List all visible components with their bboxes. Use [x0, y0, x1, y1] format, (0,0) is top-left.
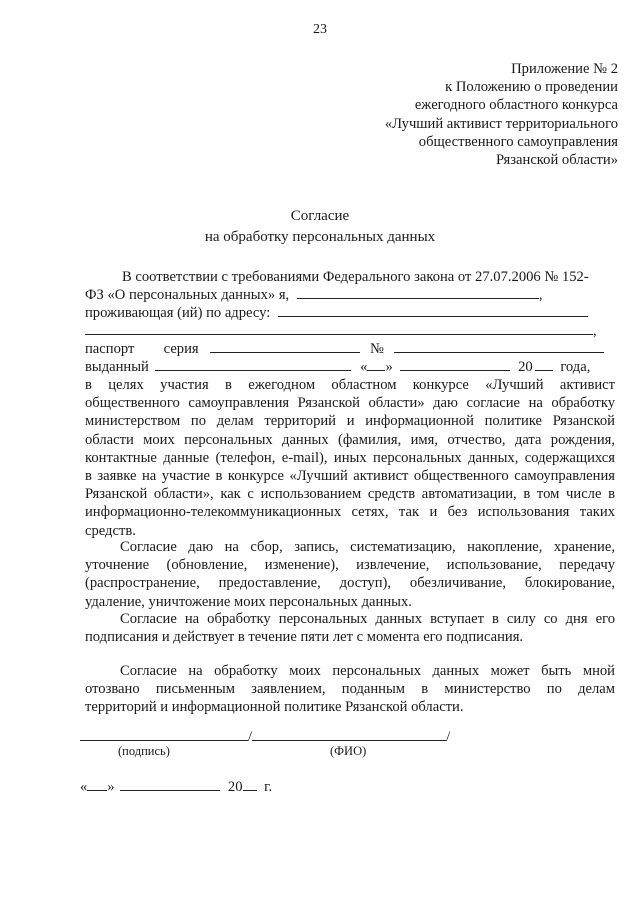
- intro-line-2: [85, 286, 543, 304]
- date-day-field[interactable]: [87, 778, 107, 791]
- paragraph-line: в целях участия в ежегодном областном конкурсе «Лучший активист: [85, 377, 615, 393]
- signature-caption: (подпись): [118, 744, 170, 758]
- appendix-header: [385, 60, 618, 169]
- fio-field[interactable]: [252, 728, 446, 741]
- paragraph-line: средств.: [85, 522, 136, 539]
- date-month-field[interactable]: [120, 778, 220, 791]
- consent-paragraph: [85, 376, 615, 540]
- year-prefix: 20: [227, 779, 243, 795]
- passport-series-field[interactable]: [210, 340, 360, 353]
- slash: /: [446, 729, 451, 745]
- paragraph-line: Согласие на обработку моих персональных данных может быть мной: [120, 663, 615, 679]
- issue-month-field[interactable]: [400, 358, 510, 371]
- paragraph-line: отозвано письменным заявлением, поданным в министерство по делам: [85, 681, 615, 698]
- full-name-field[interactable]: [297, 286, 539, 299]
- page-number: 23: [313, 22, 327, 37]
- appendix-line: ежегодного областного конкурса: [414, 97, 618, 114]
- issued-by-field[interactable]: [155, 358, 351, 371]
- year-suffix: года,: [560, 359, 591, 375]
- paragraph-line: территорий и информационной политике Рязанской области.: [85, 699, 464, 716]
- passport-label: паспорт: [85, 341, 135, 357]
- paragraph-line: области моих персональных данных (фамилия, имя, отчество, дата рождения,: [85, 431, 615, 448]
- document-subtitle: на обработку персональных данных: [204, 229, 436, 245]
- appendix-line: к Положению о проведении: [445, 79, 618, 96]
- paragraph-line: подписания и действует в течение пяти лет с момента его подписания.: [85, 629, 524, 646]
- paragraph-line: министерством по делам территорий и информационной политике Рязанской: [85, 413, 615, 430]
- issued-label: выданный: [85, 359, 149, 375]
- slash: /: [248, 729, 253, 745]
- address-field[interactable]: [278, 304, 588, 317]
- issue-year-field[interactable]: [535, 358, 553, 371]
- paragraph-line: в заявке на участие в конкурсе «Лучший активист общественного самоуправления: [85, 468, 615, 485]
- quote-close: »: [107, 779, 115, 795]
- revoke-paragraph: [85, 662, 615, 717]
- validity-paragraph: [85, 610, 615, 646]
- quote-open: «: [80, 779, 88, 795]
- comma: ,: [593, 323, 597, 339]
- date-line: [80, 778, 272, 796]
- quote-open: «: [360, 359, 368, 375]
- paragraph-line: общественного самоуправления Рязанской области» даю согласие на обработку: [85, 395, 615, 412]
- date-year-field[interactable]: [243, 778, 257, 791]
- appendix-line: общественного самоуправления: [418, 133, 618, 150]
- appendix-line: «Лучший активист территориального: [384, 115, 618, 132]
- paragraph-line: информационно-телекоммуникационных сетях, так и без использования таких: [85, 504, 615, 521]
- paragraph-line: Рязанской области», как с использованием средств автоматизации, в том числе в: [85, 486, 615, 503]
- paragraph-line: уточнение (обновление, изменение), извлечение, использование, передачу: [85, 557, 615, 574]
- address-continuation-field[interactable]: [85, 322, 593, 335]
- paragraph-line: контактные данные (телефон, e-mail), иных персональных данных, содержащихся: [85, 449, 615, 466]
- passport-number-field[interactable]: [394, 340, 604, 353]
- law-reference-text: ФЗ «О персональных данных» я,: [85, 287, 290, 303]
- number-sign: №: [369, 341, 384, 357]
- intro-line-4: [85, 322, 597, 340]
- paragraph-line: удаление, уничтожение моих персональных данных.: [85, 593, 412, 610]
- year-prefix: 20: [518, 359, 533, 375]
- document-title: Согласие: [290, 208, 350, 224]
- intro-line-3: [85, 304, 588, 322]
- signature-field[interactable]: [80, 728, 248, 741]
- appendix-line: Приложение № 2: [511, 61, 618, 77]
- series-label: серия: [163, 341, 199, 357]
- paragraph-line: Согласие даю на сбор, запись, систематизацию, накопление, хранение,: [120, 539, 615, 555]
- intro-line-1: В соответствии с требованиями Федерального закона от 27.07.2006 № 152-: [122, 269, 589, 285]
- paragraph-line: (распространение, предоставление, доступ), обезличивание, блокирование,: [85, 575, 615, 592]
- address-label: проживающая (ий) по адресу:: [85, 305, 271, 321]
- issue-day-field[interactable]: [367, 358, 385, 371]
- quote-close: »: [385, 359, 393, 375]
- appendix-line: Рязанской области»: [496, 152, 618, 169]
- fio-caption: (ФИО): [330, 744, 367, 758]
- issued-line: [85, 358, 590, 376]
- passport-line: [85, 340, 604, 358]
- paragraph-line: Согласие на обработку персональных данных вступает в силу со дня его: [120, 611, 615, 627]
- year-suffix: г.: [264, 779, 273, 795]
- actions-paragraph: [85, 538, 615, 611]
- comma: ,: [538, 287, 543, 303]
